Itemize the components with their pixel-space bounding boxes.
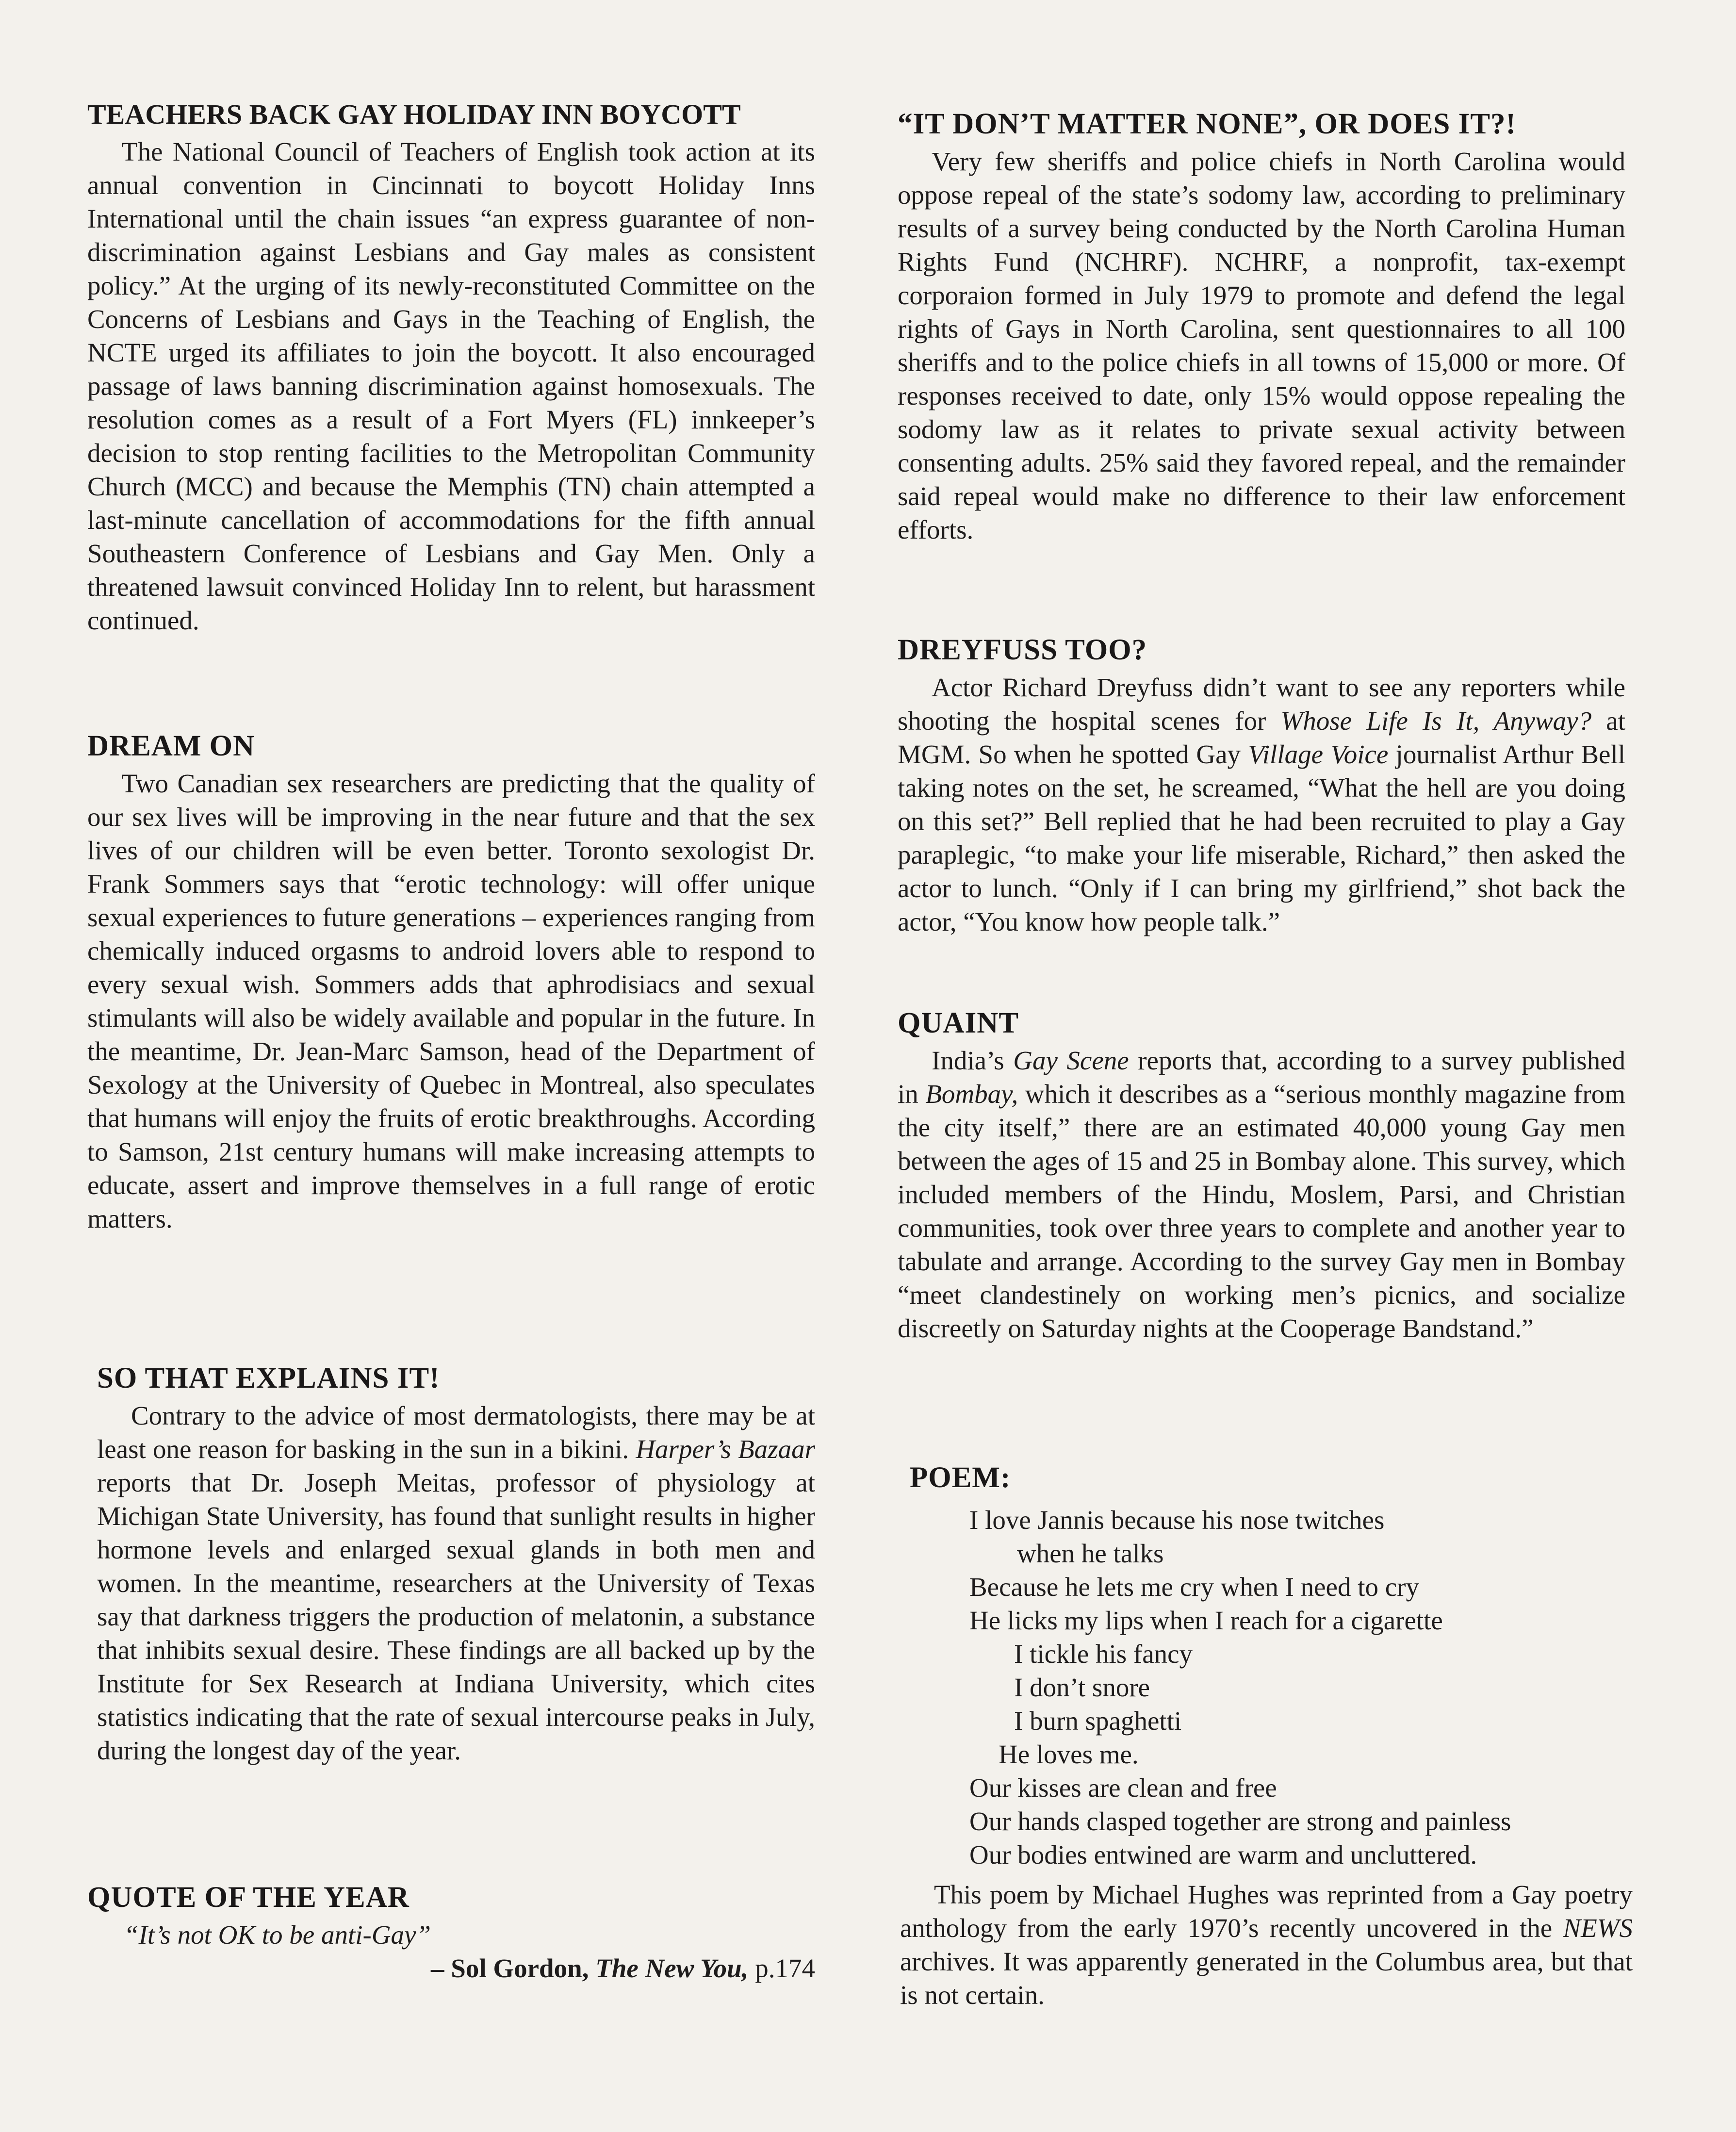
headline: SO THAT EXPLAINS IT! xyxy=(97,1362,440,1394)
article-body: Actor Richard Dreyfuss didn’t want to see any reporters while shooting the hospital scenes for Whose Life Is It, Anyway? at MGM. So when he spotted Gay Village Voice journalist Arthur Bell taking notes on the set, he screamed, “What the hell are you doing on this set?” Bell replied that he had been recruited to play a Gay paraplegic, “to make your life miserable, Richard,” then asked the actor to lunch. “Only if I can bring my girlfriend,” shot back the actor, “You know how people talk.” xyxy=(898,672,1625,936)
article-dreyfuss xyxy=(898,633,1625,938)
poem-lines xyxy=(969,1503,1511,1871)
headline: DREYFUSS TOO? xyxy=(898,634,1147,666)
headline: TEACHERS BACK GAY HOLIDAY INN BOYCOTT xyxy=(87,98,741,130)
article-body: This poem by Michael Hughes was reprinted from a Gay poetry anthology from the early 1970’s recently uncovered in the NEWS archives. It was apparently generated in the Columbus area, but that is not certain. xyxy=(900,1880,1633,2010)
quote-text: “It’s not OK to be anti-Gay” xyxy=(124,1920,431,1950)
poem-line: Our hands clasped together are strong and painless xyxy=(969,1806,1511,1836)
poem-line: I love Jannis because his nose twitches xyxy=(969,1505,1385,1535)
poem-line: He licks my lips when I reach for a cigarette xyxy=(969,1606,1443,1635)
article-it-dont-matter xyxy=(898,107,1625,546)
article-body: Two Canadian sex researchers are predicting that the quality of our sex lives will be improving in the near future and that the sex lives of our children will be even better. Toronto sexologist Dr. Frank Sommers says that “erotic technology: will offer unique sexual experiences to future generations – experiences ranging from chemically induced orgasms to android lovers able to respond to every sexual wish. Sommers adds that aphrodisiacs and sexual stimulants will also be widely available and popular in the future. In the meantime, Dr. Jean-Marc Samson, head of the Department of Sexology at the University of Quebec in Montreal, also speculates that humans will enjoy the fruits of erotic breakthroughs. According to Samson, 21st century humans will make increasing attempts to educate, assert and improve themselves in a full range of erotic matters. xyxy=(87,769,815,1233)
poem-line: when he talks xyxy=(1017,1539,1164,1568)
headline: POEM: xyxy=(910,1461,1011,1494)
poem-heading xyxy=(910,1460,1638,1498)
article-body: The National Council of Teachers of English took action at its annual convention in Cincinnati to boycott Holiday Inns International until the chain issues “an express guarantee of non-discrimination against Lesbians and Gay males as consistent policy.” At the urging of its newly-reconstituted Committee on the Concerns of Lesbians and Gays in the Teaching of English, the NCTE urged its affiliates to join the boycott. It also encouraged passage of laws banning discrimination against homosexuals. The resolution comes as a result of a Fort Myers (FL) innkeeper’s decision to stop renting facilities to the Metropolitan Community Church (MCC) and because the Memphis (TN) chain attempted a last-minute cancellation of accommodations for the fifth annual Southeastern Conference of Lesbians and Gay Men. Only a threatened lawsuit convinced Holiday Inn to relent, but harassment continued. xyxy=(87,137,815,635)
headline: QUOTE OF THE YEAR xyxy=(87,1881,409,1914)
poem-note xyxy=(900,1878,1633,2012)
poem-line: Because he lets me cry when I need to cry xyxy=(969,1572,1419,1602)
article-quaint xyxy=(898,1006,1625,1345)
quote-attribution: – Sol Gordon, The New You, p.174 xyxy=(430,1953,815,1983)
headline: QUAINT xyxy=(898,1007,1019,1039)
poem-line: Our kisses are clean and free xyxy=(969,1773,1277,1803)
headline: DREAM ON xyxy=(87,730,255,762)
article-body: Very few sheriffs and police chiefs in North Carolina would oppose repeal of the state’s sodomy law, according to preliminary results of a survey being conducted by the North Carolina Human Rights Fund (NCHRF). NCHRF, a nonprofit, tax-exempt corporaion formed in July 1979 to promote and defend the legal rights of Gays in North Carolina, sent questionnaires to all 100 sheriffs and to the police chiefs in all towns of 15,000 or more. Of responses received to date, only 15% would oppose repealing the sodomy law as it relates to private sexual activity between consenting adults. 25% said they favored repeal, and the remainder said repeal would make no difference to their law enforcement efforts. xyxy=(898,147,1625,544)
quote-of-the-year xyxy=(87,1880,815,1985)
poem-line: Our bodies entwined are warm and uncluttered. xyxy=(969,1840,1477,1870)
poem-line: I don’t snore xyxy=(1014,1673,1150,1702)
article-teachers xyxy=(87,97,815,637)
headline: “IT DON’T MATTER NONE”, OR DOES IT?! xyxy=(898,108,1516,140)
poem-line: He loves me. xyxy=(999,1739,1139,1769)
poem-line: I burn spaghetti xyxy=(1014,1706,1182,1736)
article-explains xyxy=(97,1361,815,1767)
poem-line: I tickle his fancy xyxy=(1014,1639,1193,1669)
article-body: Contrary to the advice of most dermatologists, there may be at least one reason for basking in the sun in a bikini. Harper’s Bazaar reports that Dr. Joseph Meitas, professor of physiology at Michigan State University, has found that sunlight results in higher hormone levels and enlarged sexual glands in both men and women. In the meantime, researchers at the University of Texas say that darkness triggers the production of melatonin, a substance that inhibits sexual desire. These findings are all backed up by the Institute for Sex Research at Indiana University, which cites statistics indicating that the rate of sexual intercourse peaks in July, during the longest day of the year. xyxy=(97,1401,815,1765)
article-dream-on xyxy=(87,729,815,1235)
article-body: India’s Gay Scene reports that, according to a survey published in Bombay, which it describes as a “serious monthly magazine from the city itself,” there are an estimated 40,000 young Gay men between the ages of 15 and 25 in Bombay alone. This survey, which included members of the Hindu, Moslem, Parsi, and Christian communities, took over three years to complete and another year to tabulate and arrange. According to the survey Gay men in Bombay “meet clandestinely on working men’s picnics, and socialize discreetly on Saturday nights at the Cooperage Bandstand.” xyxy=(898,1046,1626,1343)
